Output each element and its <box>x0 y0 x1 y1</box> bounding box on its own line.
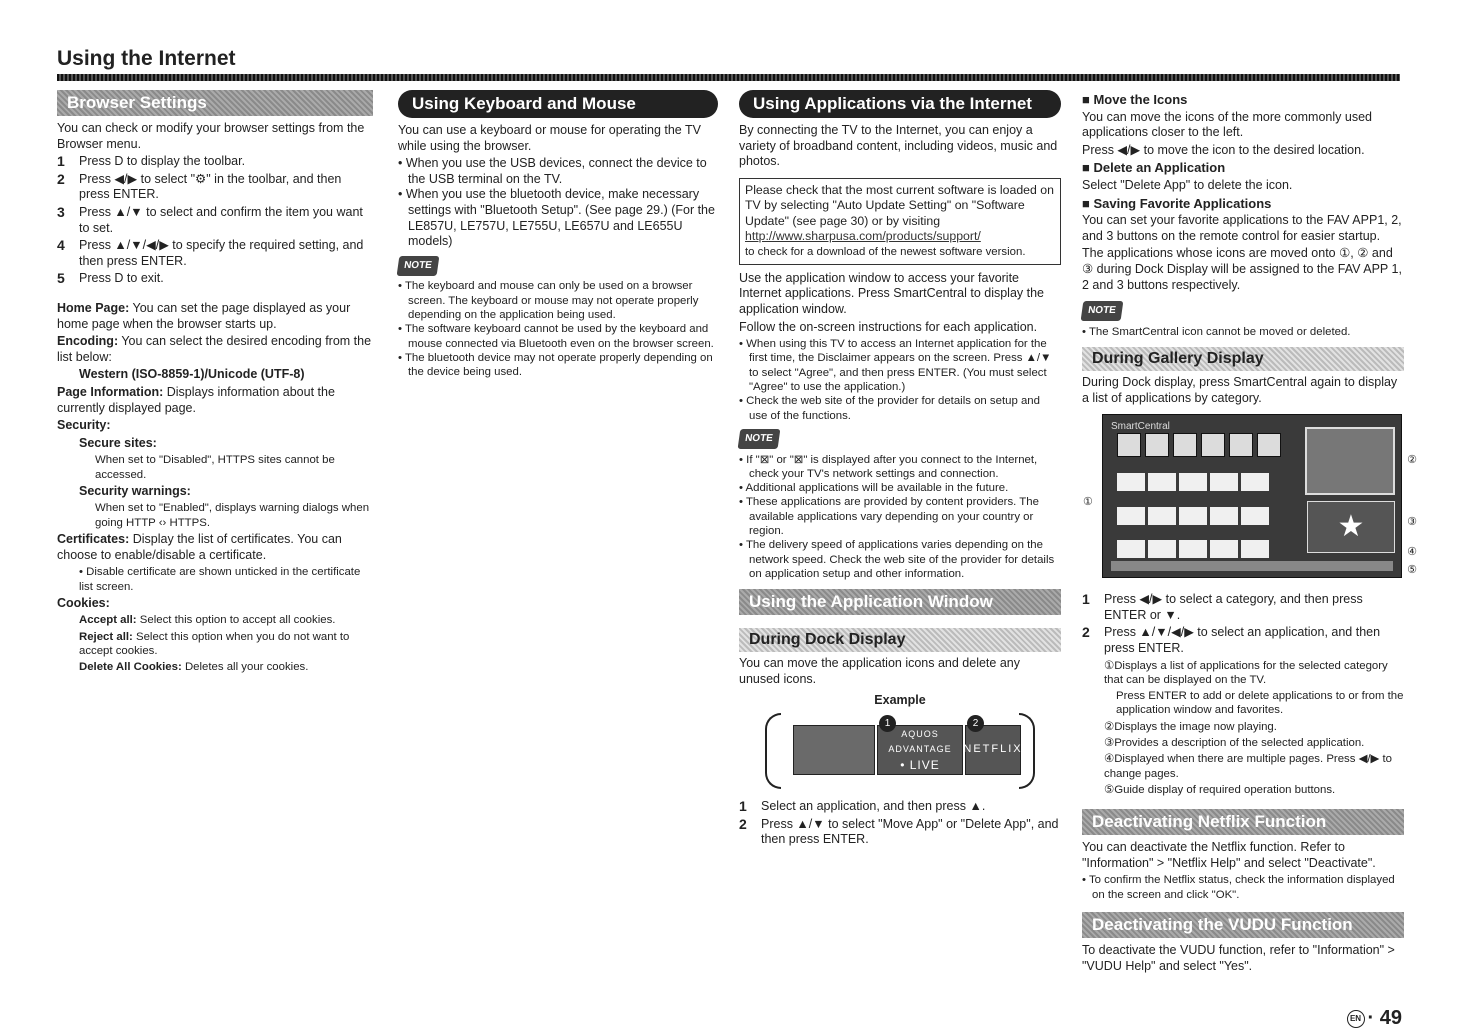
move-icons-title: ■ Move the Icons <box>1082 92 1188 107</box>
position-badge: 1 <box>879 715 896 732</box>
applications-bullet: • Check the web site of the provider for details on setup and use of the functions. <box>739 395 1040 422</box>
step-text: Press ▲/▼/◀/▶ to select an application, and then press ENTER. <box>1104 625 1381 655</box>
note-badge: NOTE <box>738 429 781 449</box>
applications-text3: Follow the on-screen instructions for each application. <box>739 319 1038 334</box>
netflix-bullet: • To confirm the Netflix status, check the information displayed on the screen and click "OK". <box>1082 874 1395 901</box>
step-item <box>1082 592 1404 623</box>
netflix-tile: NETFLIX <box>965 725 1021 775</box>
tile-line: AQUOS <box>901 728 939 739</box>
callout-5: ⑤ <box>1407 564 1417 577</box>
applications-header: Using Applications via the Internet <box>739 90 1061 118</box>
step-text: Press D to display the toolbar. <box>79 154 246 169</box>
saving-favorites-text2: The applications whose icons are moved onto ①, ② and ③ during Dock Display will be assigned to the FAV APP 1, 2 and 3 buttons respectively. <box>1082 246 1402 292</box>
subnote: Press ENTER to add or delete applications to or from the application window and favorites. <box>1116 690 1404 717</box>
cookies-heading: Cookies: <box>57 595 110 610</box>
app-cell <box>1117 473 1145 491</box>
step-item <box>57 154 373 170</box>
applications-note: • Additional applications will be available in the future. <box>739 482 1009 495</box>
photo-tile <box>793 725 875 775</box>
category-icon <box>1201 433 1225 457</box>
step-number: 1 <box>57 153 65 170</box>
move-icons-text: You can move the icons of the more commonly used applications closer to the left. <box>1082 109 1372 140</box>
tile-line: • LIVE <box>900 757 940 772</box>
delete-app-text: Select "Delete App" to delete the icon. <box>1082 177 1293 192</box>
description: Select this option to accept all cookies. <box>139 614 336 627</box>
subnote: ①Displays a list of applications for the selected category that can be displayed on the TV. <box>1104 659 1388 686</box>
tile-line: ADVANTAGE <box>888 744 952 755</box>
callout-2: ② <box>1407 454 1417 467</box>
aquos-tile <box>877 725 963 775</box>
title-rule <box>57 74 1400 81</box>
example-label: Example <box>874 693 926 708</box>
category-icon <box>1145 433 1169 457</box>
subnote: ③Provides a description of the selected application. <box>1104 737 1365 750</box>
term: Certificates: <box>57 532 130 547</box>
step-item <box>739 799 1061 815</box>
description: Deletes all your cookies. <box>184 661 309 674</box>
software-notice-box <box>739 178 1061 265</box>
step-text: Press ◀/▶ to select a category, and then press ENTER or ▼. <box>1104 592 1363 622</box>
netflix-deactivate-header: Deactivating Netflix Function <box>1082 809 1404 835</box>
callout-4: ④ <box>1407 546 1417 559</box>
term: Encoding: <box>57 334 119 349</box>
delete-all-cookies-option <box>57 660 373 674</box>
subnote: ④Displayed when there are multiple pages. Press ◀/▶ to change pages. <box>1104 753 1392 780</box>
dock-gallery-column <box>1082 90 1417 976</box>
application-grid <box>1117 473 1297 574</box>
certificates-note: • Disable certificate are shown unticked in the certificate list screen. <box>79 566 361 593</box>
smartcentral-note: • The SmartCentral icon cannot be moved or deleted. <box>1082 325 1351 338</box>
page-title: Using the Internet <box>57 47 236 70</box>
note-badge: NOTE <box>397 256 440 276</box>
gallery-display-header: During Gallery Display <box>1082 347 1404 371</box>
step-text: Press ▲/▼ to select "Move App" or "Delete App", and then press ENTER. <box>761 816 1059 847</box>
security-warnings-heading: Security warnings: <box>79 483 191 498</box>
vudu-deactivate-header: Deactivating the VUDU Function <box>1082 912 1404 938</box>
page-number-value: 49 <box>1379 1007 1402 1029</box>
dock-display-header: During Dock Display <box>739 628 1061 652</box>
applications-note: • If "⊠" or "⊠" is displayed after you connect to the Internet, check your TV's network settings and connection. <box>739 453 1038 480</box>
app-cell <box>1148 473 1176 491</box>
app-cell <box>1179 540 1207 558</box>
step-text: Select an application, and then press ▲. <box>761 799 986 814</box>
description: Display the list of certificates. You can choose to enable/disable a certificate. <box>57 532 342 562</box>
note-badge: NOTE <box>1081 301 1124 321</box>
security-warnings-text: When set to "Enabled", displays warning dialogs when going HTTP ‹› HTTPS. <box>95 502 370 529</box>
applications-text2: Use the application window to access your favorite Internet applications. Press SmartCentral to display the application window. <box>739 270 1045 316</box>
browser-intro: You can check or modify your browser settings from the Browser menu. <box>57 121 365 151</box>
operation-guide-bar <box>1111 561 1393 571</box>
keyboard-bullet: • When you use the bluetooth device, make necessary settings with "Bluetooth Setup". (See page 29.) (For the LE857U, LE757U, LE755U, LE657U and LE655U models) <box>398 187 715 249</box>
step-number: 2 <box>1082 624 1090 641</box>
step-number: 2 <box>57 170 65 187</box>
applications-intro: By connecting the TV to the Internet, you can enjoy a variety of broadband content, including videos, music and photos. <box>739 123 1058 169</box>
move-icons-text2: Press ◀/▶ to move the icon to the desired location. <box>1082 142 1365 157</box>
app-cell <box>1210 473 1238 491</box>
netflix-text: You can deactivate the Netflix function. Refer to "Information" > "Netflix Help" and select "Deactivate". <box>1082 840 1376 870</box>
callout-3: ③ <box>1407 516 1417 529</box>
subnote: ⑤Guide display of required operation buttons. <box>1104 783 1336 796</box>
browser-settings-header: Browser Settings <box>57 90 373 116</box>
app-cell <box>1241 540 1269 558</box>
step-number: 5 <box>57 270 65 287</box>
page-number: EN · 49 <box>1347 1007 1402 1030</box>
subnote: ②Displays the image now playing. <box>1104 720 1277 733</box>
category-icon <box>1257 433 1281 457</box>
step-text: Press ▲/▼ to select and confirm the item you want to set. <box>79 204 363 235</box>
term: Page Information: <box>57 384 164 399</box>
browser-steps <box>57 154 373 287</box>
description: You can select the desired encoding from the list below: <box>57 334 372 364</box>
app-cell <box>1148 540 1176 558</box>
home-page-setting <box>57 301 373 332</box>
step-item <box>1082 625 1404 656</box>
page-info-setting <box>57 385 373 416</box>
applications-note: • These applications are provided by content providers. The available applications vary depending on your country or region. <box>739 496 1039 538</box>
left-bracket <box>765 713 781 789</box>
application-window-header: Using the Application Window <box>739 589 1061 615</box>
now-playing-preview <box>1305 427 1395 495</box>
keyboard-mouse-header: Using Keyboard and Mouse <box>398 90 718 118</box>
step-number: 3 <box>57 203 65 220</box>
step-number: 4 <box>57 237 65 254</box>
keyboard-note: • The bluetooth device may not operate properly depending on the device being used. <box>398 351 713 379</box>
description: You can set the page displayed as your home page when the browser starts up. <box>57 300 351 331</box>
language-badge: EN <box>1347 1010 1365 1028</box>
browser-settings-column <box>57 90 373 677</box>
term: Reject all: <box>79 630 133 643</box>
term: Home Page: <box>57 300 130 315</box>
dock-example-figure <box>765 717 1035 781</box>
term: Delete All Cookies: <box>79 661 182 674</box>
keyboard-mouse-column <box>398 90 718 379</box>
app-cell <box>1210 507 1238 525</box>
saving-favorites-text: You can set your favorite applications to the FAV APP1, 2, and 3 buttons on the remote control for easier startup. <box>1082 213 1402 243</box>
app-cell <box>1210 540 1238 558</box>
description: Select this option when you do not want to accept cookies. <box>79 630 350 658</box>
app-cell <box>1241 507 1269 525</box>
security-heading: Security: <box>57 418 111 433</box>
keyboard-bullet: • When you use the USB devices, connect the device to the USB terminal on the TV. <box>398 156 707 186</box>
vudu-text: To deactivate the VUDU function, refer to "Information" > "VUDU Help" and select "Yes". <box>1082 943 1395 973</box>
step-text: Press ◀/▶ to select "⚙" in the toolbar, and then press ENTER. <box>79 171 342 202</box>
app-cell <box>1117 540 1145 558</box>
step-number: 1 <box>1082 591 1090 608</box>
delete-app-title: ■ Delete an Application <box>1082 160 1226 176</box>
app-cell <box>1241 473 1269 491</box>
step-number: 1 <box>739 798 747 815</box>
notice-small: to check for a download of the newest software version. <box>745 246 1026 259</box>
secure-sites-text: When set to "Disabled", HTTPS sites cannot be accessed. <box>95 454 335 481</box>
reject-all-option <box>57 630 373 659</box>
step-item <box>57 271 373 287</box>
accept-all-option <box>57 613 373 627</box>
keyboard-note: • The software keyboard cannot be used by the keyboard and mouse connected via Bluetooth even on the browser screen. <box>398 323 714 350</box>
secure-sites-heading: Secure sites: <box>79 435 157 450</box>
app-cell <box>1117 507 1145 525</box>
applications-column <box>739 90 1061 850</box>
term: Accept all: <box>79 614 137 627</box>
gallery-intro: During Dock display, press SmartCentral again to display a list of applications by category. <box>1082 375 1398 405</box>
position-badge: 2 <box>967 715 984 732</box>
step-item <box>57 238 373 269</box>
notice-text: Please check that the most current software is loaded on TV by selecting "Auto Update Setting" on "Software Update" (see page 30) or by visiting <box>745 182 1054 228</box>
gallery-screen-figure <box>1083 414 1417 578</box>
app-cell <box>1148 507 1176 525</box>
category-icon <box>1173 433 1197 457</box>
applications-bullet: • When using this TV to access an Internet application for the first time, the Disclaimer appears on the screen. Press ▲/▼ to select "Agree", and then press ENTER. (You must select "Agree" to use the application.) <box>739 338 1052 394</box>
keyboard-intro: You can use a keyboard or mouse for operating the TV while using the browser. <box>398 123 701 153</box>
app-description-panel: ★ <box>1307 501 1395 553</box>
certificates-setting <box>57 532 373 563</box>
step-text: Press D to exit. <box>79 271 164 286</box>
encoding-setting <box>57 334 373 365</box>
encoding-value: Western (ISO-8859-1)/Unicode (UTF-8) <box>79 367 305 382</box>
category-icon <box>1117 433 1141 457</box>
category-icon <box>1229 433 1253 457</box>
saving-favorites-title: ■ Saving Favorite Applications <box>1082 195 1272 211</box>
step-item <box>739 817 1061 848</box>
step-number: 2 <box>739 815 747 832</box>
app-cell <box>1179 507 1207 525</box>
support-link[interactable]: http://www.sharpusa.com/products/support/ <box>745 229 981 243</box>
description: Displays information about the currently displayed page. <box>57 384 335 415</box>
step-item <box>57 172 373 203</box>
dock-intro: You can move the application icons and delete any unused icons. <box>739 656 1020 686</box>
keyboard-note: • The keyboard and mouse can only be used on a browser screen. The keyboard or mouse may not operate properly depending on the application being used. <box>398 280 699 321</box>
callout-1: ① <box>1083 496 1093 509</box>
app-cell <box>1179 473 1207 491</box>
smartcentral-brand: SmartCentral <box>1111 421 1170 433</box>
gallery-subnotes <box>1082 659 1404 798</box>
applications-note: • The delivery speed of applications varies depending on the network speed. Check the web site of the provider for details on application setup and other information. <box>739 539 1055 580</box>
step-text: Press ▲/▼/◀/▶ to specify the required setting, and then press ENTER. <box>79 238 364 268</box>
step-item <box>57 205 373 236</box>
